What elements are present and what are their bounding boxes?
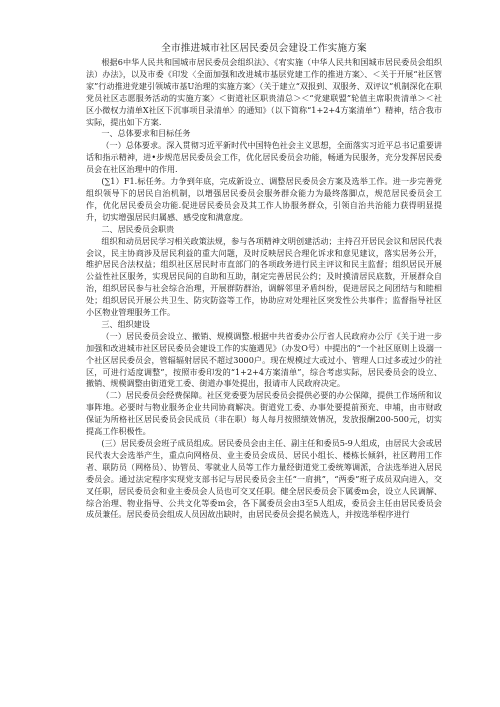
body-paragraph: (三）居民委员会班子成员组成。居民委员会由主任、副主任和委员5-9人组成，由居民大会或居民代表大会选举产生，重点向网格员、业主委员会成员、居民小组长、楼栋长倾斜，社区聘用工作者、联防员（网格员）、协管员、零就业人员等工作力量经街道党工委统筹调派，合法选举进入居民委员会。通过法定程序实现党支部书记与居民委员会主任“一肩挑”，“两委”班子成员双向进入，交叉任职，居民委员会和业主委员会人员也可交叉任职。健全居民委员会下属委m会，设立人民调解、综合治理、物业指导、公共文化等委m会，各下属委员会由3至5人组成，委员会主任由居民委员会成员兼任。居民委员会组成人员因故出缺时，由居民委员会提名候选人，并按选举程序进行: [86, 438, 442, 520]
body-paragraph: 组织和动员居民学习相关政策法规，参与各项精神文明创建活动；主持召开居民会议和居民代表会议，民主协商涉及居民利益的重大问题，及时反映居民合理化诉求和意见建议，落实居务公开，维护居民合法权益；组织社区居民时市直部门的各项政务进行民主评议和民主监督；组织居民开展公益性社区服务，实现居民间的自助和互助，制定完善居民公约；及时摸清居民底数，开展群众自治，组织居民参与社会综合治理，开展群防群治，调解邻里矛盾纠纷，促进居民之间团结与和睦相处；组织居民开展公共卫生、防灾防盗等工作，协助应对处理社区突发性公共事件；监督指导社区小区物业管理服务工作。: [86, 235, 442, 318]
document-title: 全市推进城市社区居民委员会建设工作实施方案: [161, 43, 367, 54]
section-heading: 二、居民委员会职贵: [101, 223, 175, 234]
document-body: [86, 57, 442, 521]
section-heading: 三、组织建设: [101, 318, 150, 329]
body-paragraph: （一）总体要求。深入贯彻习近平新时代中国特色社会主义思想，全面落实习近平总书记重要讲话和指示精神，进•步规范居民委员会工作，优化居民委员会功能，畅通为民服务，充分发挥居民委员会在社区治理中的作用.: [86, 140, 442, 175]
body-paragraph: (∑1）F1.标任务。力争到年底，完成新设立、调整居民委员会方案及选举工作。进一步完善党组织领导下的居民自治机制，以增强居民委员会服务群众能力为最终落脚点，规范居民委员会工作，优化居民委员会功能.促进居民委员会及其工作人协服务群众，引领自治共治能力获得明显提升，切实增强居民归属感、感受度和满意度。: [86, 176, 442, 222]
body-paragraph: （二）居民委员会经费保障。社区党委要为居民委员会提供必要的办公保障，提供工作场所和议事阵地。必要时与物业服务企业共同协商解决。街道党工委、办事处要提前预充、申埔，由市财政保证为所格社区居民委员会民成员（非在职）每人每月按照绩效情况，发放报酬200-500元，切实提高工作积极性。: [86, 390, 442, 437]
section-heading: 一、总体要求和目标任务: [101, 128, 191, 139]
body-paragraph: （一）居民委员会设立、撤销、规模调整.根据中共省委办公厅省人民政府办公厅《关于进一步加强和改进城市社区居民委员会建设工作的实施遇见》（办发O号）中提出的“一个社区原则上设溺一个社区居民委员会，管辐辐射居民不超过3000户。现在规模过大或过小、管理人口过多或过少的社区，可进行适度调整”，按照市委印发的“1+2+4方案清单”，综合考虑实际，居民委员会的设立、撤销、规模调整由街道党工委、街道办事处提出，报请市人民政府决定。: [86, 330, 442, 389]
body-paragraph: 根据6中华人民共和国城市居民委员会组织法》、《宥实施（中华人民共和国城市居民委员会组织法）办法》，以及市委《印发〈全面加强和改进城市基层党建工作的推进方案〉、＜关于开展“社区管家”行动推进党建引领城市基U治理的实施方案〉（关于建立“双报到、双服务、双评议”机制深化在职党员社区志愿服务活动的实施方案〉＜街道社区职贵清总＞＜“党建联盟”轮值主席职贵清单＞＜社区小微权力清单X社区下沉事项目录清单〉的通知》（以下简称“1+2+4方案清单”）精神，结合我市实际，提出如下方案.: [86, 57, 442, 127]
